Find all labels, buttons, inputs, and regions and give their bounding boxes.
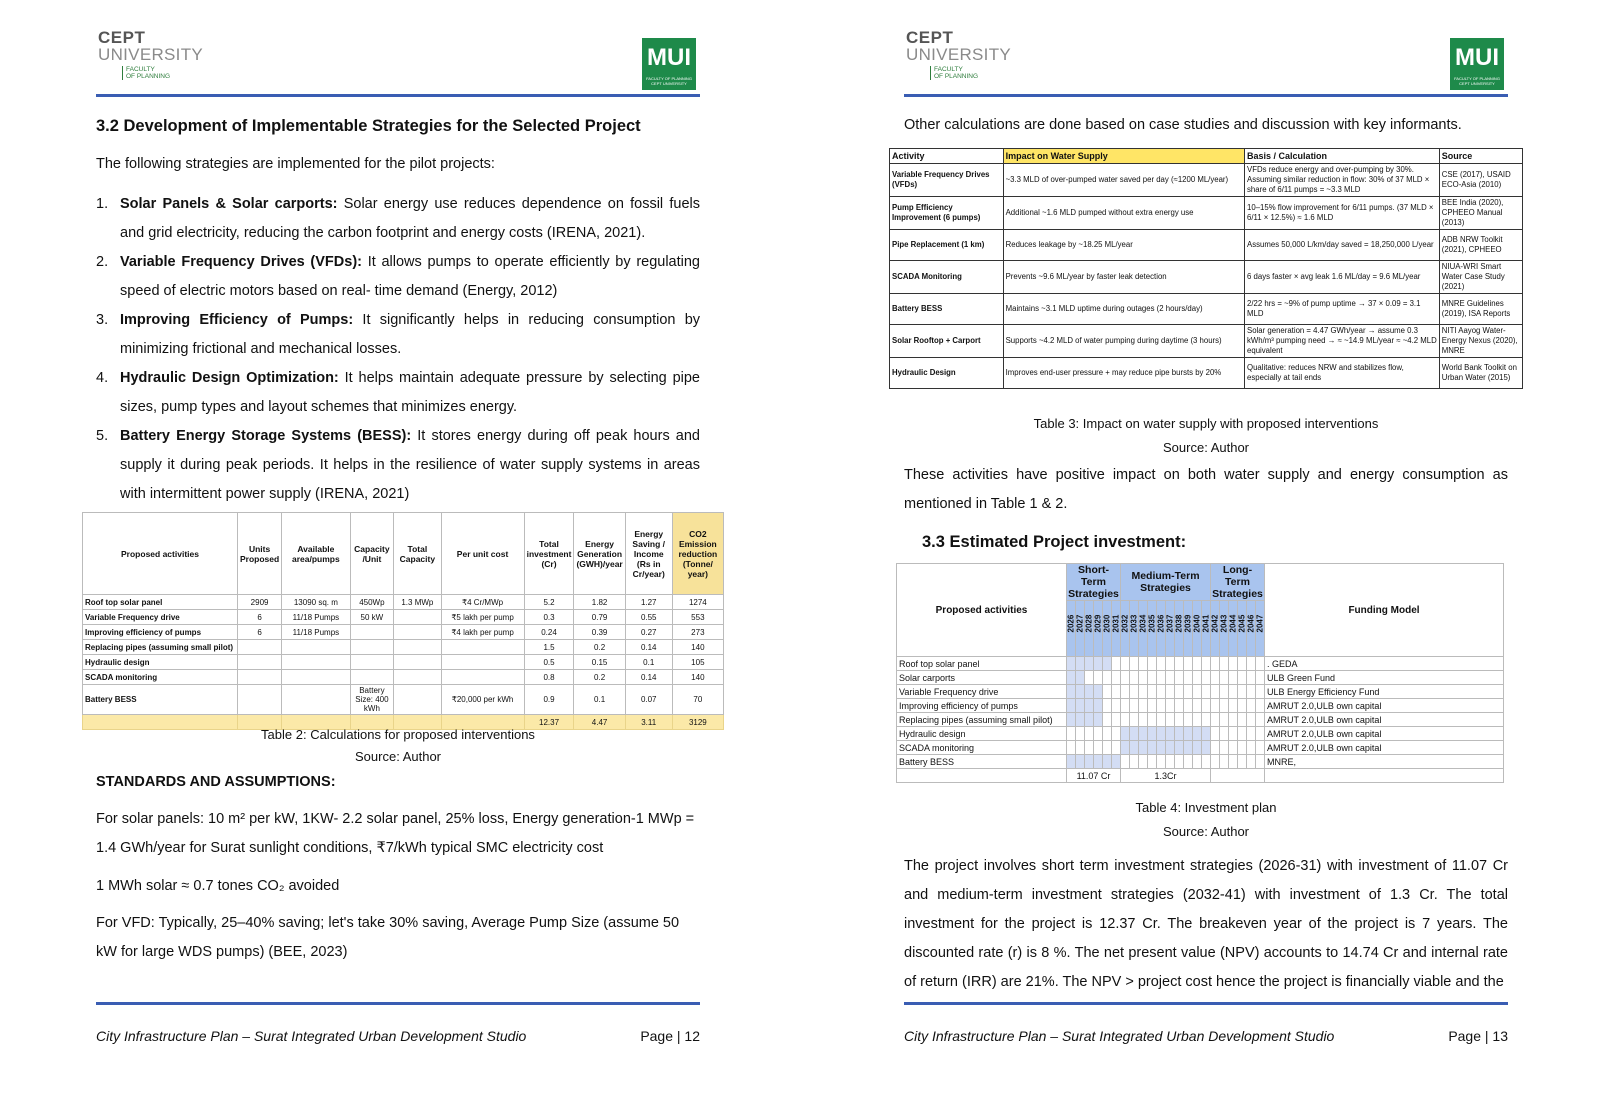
year-header: 2040	[1193, 601, 1202, 657]
table-row: Variable Frequency drive ULB Energy Efficiency Fund	[897, 685, 1504, 699]
table-row: Battery BESS MNRE,	[897, 755, 1504, 769]
table-row: Pipe Replacement (1 km) Reduces leakage by ~18.25 ML/year Assumes 50,000 L/km/day saved = 18,250,000 L/year ADB NRW Toolkit (2021), CPHEEO	[890, 230, 1523, 261]
standard-solar: For solar panels: 10 m² per kW, 1KW- 2.2 solar panel, 25% loss, Energy generation-1 MWp = 1.4 GWh/year for Surat sunlight conditions, ₹7/kWh typical SMC electricity cost	[96, 811, 695, 856]
table-row: Variable Frequency Drives (VFDs) ~3.3 MLD of over-pumped water saved per day (≈1200 ML/year) VFDs reduce energy and over-pumping by 30%. Assuming similar reduction in flow: 30% of 37 MLD × share of 6/11 pumps = ~3.3 MLD CSE (2017), USAID ECO-Asia (2010)	[890, 164, 1523, 197]
year-header: 2039	[1184, 601, 1193, 657]
investment-paragraph: The project involves short term investment strategies (2026-31) with investment of 11.07 Cr and medium-term investment strategies (2032-41) with investment of 1.3 Cr. The total investment for the project is 12.37 Cr. The breakeven year of the project is 7 years. The discounted rate (r) is 8 %. The net present value (NPV) accounts to 14.74 Cr and internal rate of return (IRR) are 21%. The NPV > project cost hence the project is financially viable and the	[904, 858, 1508, 990]
table-investment-plan	[896, 563, 1504, 783]
table-header: Proposed activities	[897, 564, 1067, 657]
year-header: 2042	[1211, 601, 1220, 657]
year-header: 2028	[1085, 601, 1094, 657]
table-row: Pump Efficiency Improvement (6 pumps) Additional ~1.6 MLD pumped without extra energy use 10–15% flow improvement for 6/11 pumps. (37 MLD × 6/11 × 12.5%) ≈ 1.6 MLD BEE India (2020), CPHEEO Manual (2013)	[890, 197, 1523, 230]
table-row: SCADA Monitoring Prevents ~9.6 ML/year by faster leak detection 6 days faster × avg leak 1.6 ML/day = 9.6 ML/year NIUA-WRI Smart Water Case Study (2021)	[890, 261, 1523, 294]
table-row: Solar carports ULB Green Fund	[897, 671, 1504, 685]
table2-caption: Table 2: Calculations for proposed interventions	[261, 727, 535, 742]
intro-text: The following strategies are implemented for the pilot projects:	[96, 156, 495, 172]
standards-heading: STANDARDS AND ASSUMPTIONS:	[96, 774, 336, 790]
year-header: 2038	[1175, 601, 1184, 657]
cept-logo: CEPT UNIVERSITY FACULTY OF PLANNING	[906, 30, 1016, 82]
table-header: Energy Generation (GWH)/year	[574, 513, 625, 595]
table3-caption: Table 3: Impact on water supply with proposed interventions	[1033, 416, 1379, 431]
table-total-row: 11.07 Cr 1.3Cr	[897, 769, 1504, 783]
year-header: 2037	[1166, 601, 1175, 657]
table-row: Roof top solar panel 2909 13090 sq. m 450Wp 1.3 MWp ₹4 Cr/MWp 5.2 1.82 1.27 1274	[83, 595, 724, 610]
table4-caption: Table 4: Investment plan	[1135, 800, 1277, 815]
year-header: 2027	[1076, 601, 1085, 657]
year-header: 2045	[1238, 601, 1247, 657]
mui-logo: MUI FACULTY OF PLANNING CEPT UNIVERSITY	[1450, 38, 1504, 90]
table2-source: Source: Author	[355, 749, 441, 764]
table-group-header: Long-Term Strategies	[1212, 564, 1263, 600]
table-row: Replacing pipes (assuming small pilot) AMRUT 2.0,ULB own capital	[897, 713, 1504, 727]
table-header: Source	[1439, 149, 1522, 164]
list-item: 3. Improving Efficiency of Pumps: It significantly helps in reducing consumption by minimizing frictional and mechanical losses.	[96, 312, 701, 357]
table-row: SCADA monitoring 0.8 0.2 0.14 140	[83, 670, 724, 685]
table-total-row: 12.37 4.47 3.11 3129	[83, 715, 724, 730]
page-number: Page | 13	[1448, 1028, 1508, 1044]
table-row: Hydraulic design AMRUT 2.0,ULB own capital	[897, 727, 1504, 741]
list-item: 5. Battery Energy Storage Systems (BESS): It stores energy during off peak hours and supply it during peak periods. It helps in the resilience of water supply systems in areas with intermittent power supply (IRENA, 2021)	[96, 428, 700, 502]
header-rule	[96, 94, 700, 97]
table-header: Impact on Water Supply	[1003, 149, 1244, 164]
footer-rule	[96, 1002, 700, 1005]
list-item: 4. Hydraulic Design Optimization: It helps maintain adequate pressure by selecting pipe sizes, pump types and layout schemes that minimizes energy.	[96, 370, 700, 415]
page-number: Page | 12	[640, 1028, 700, 1044]
year-header: 2036	[1157, 601, 1166, 657]
year-header: 2030	[1103, 601, 1112, 657]
standard-vfd: For VFD: Typically, 25–40% saving; let's take 30% saving, Average Pump Size (assume 50 kW for large WDS pumps) (BEE, 2023)	[96, 915, 680, 960]
year-header: 2046	[1247, 601, 1256, 657]
table-header: Available area/pumps	[282, 513, 350, 595]
section-heading: 3.3 Estimated Project investment:	[922, 533, 1187, 551]
list-item: 2. Variable Frequency Drives (VFDs): It allows pumps to operate efficiently by regulating speed of electric motors based on real- time demand (Energy, 2012)	[96, 254, 701, 299]
table-header: Total investment (Cr)	[524, 513, 574, 595]
footer: City Infrastructure Plan – Surat Integrated Urban Development Studio Page | 12	[96, 1028, 700, 1044]
year-header: 2043	[1220, 601, 1229, 657]
year-header: 2047	[1256, 601, 1265, 657]
intro-text: Other calculations are done based on case studies and discussion with key informants.	[904, 117, 1462, 133]
table-row: Battery BESS Maintains ~3.1 MLD uptime during outages (2 hours/day) 2/22 hrs = ~9% of pump uptime → 37 × 0.09 = 3.1 MLD MNRE Guidelines (2019), ISA Reports	[890, 294, 1523, 325]
table-header: Basis / Calculation	[1245, 149, 1440, 164]
year-header: 2029	[1094, 601, 1103, 657]
table-row: Variable Frequency drive 6 11/18 Pumps 50 kW ₹5 lakh per pump 0.3 0.79 0.55 553	[83, 610, 724, 625]
year-header: 2041	[1202, 601, 1211, 657]
year-header: 2034	[1139, 601, 1148, 657]
table4-source: Source: Author	[1163, 824, 1249, 839]
table-header: Proposed activities	[83, 513, 238, 595]
header-rule	[904, 94, 1508, 97]
footer: City Infrastructure Plan – Surat Integrated Urban Development Studio Page | 13	[904, 1028, 1508, 1044]
table-row: Roof top solar panel . GEDA	[897, 657, 1504, 671]
table-header: Capacity /Unit	[350, 513, 394, 595]
table-header: Per unit cost	[441, 513, 524, 595]
table-water-impact	[889, 148, 1523, 389]
table-header: Energy Saving / Income (Rs in Cr/year)	[625, 513, 672, 595]
table-row: Solar Rooftop + Carport Supports ~4.2 MLD of water pumping during daytime (3 hours) Solar generation = 4.47 GWh/year → assume 0.3 kWh/m³ pumping need → ≈ ~14.9 ML/year ≈ ~4.2 MLD equivalent NITI Aayog Water-Energy Nexus (2020), MNRE	[890, 325, 1523, 358]
table-row: Hydraulic Design Improves end-user pressure + may reduce pipe bursts by 20% Qualitative: reduces NRW and stabilizes flow, especially at tail ends World Bank Toolkit on Urban Water (2015)	[890, 358, 1523, 389]
table-group-header: Medium-Term Strategies	[1121, 564, 1211, 601]
table-row: Replacing pipes (assuming small pilot) 1.5 0.2 0.14 140	[83, 640, 724, 655]
table-header: Total Capacity	[394, 513, 441, 595]
table-header: CO2 Emission reduction (Tonne/ year)	[672, 513, 723, 595]
table3-source: Source: Author	[1163, 440, 1249, 455]
standard-co2: 1 MWh solar ≈ 0.7 tones CO₂ avoided	[96, 878, 340, 894]
year-header: 2032	[1121, 601, 1130, 657]
year-header: 2026	[1067, 601, 1076, 657]
cept-logo: CEPT UNIVERSITY FACULTY OF PLANNING	[98, 30, 208, 82]
table-calculations	[82, 512, 724, 730]
table-row: SCADA monitoring AMRUT 2.0,ULB own capital	[897, 741, 1504, 755]
year-header: 2044	[1229, 601, 1238, 657]
table-header: Units Proposed	[237, 513, 281, 595]
year-header: 2033	[1130, 601, 1139, 657]
table-row: Improving efficiency of pumps AMRUT 2.0,ULB own capital	[897, 699, 1504, 713]
table-group-header: Short-Term Strategies	[1068, 564, 1119, 600]
table-row: Improving efficiency of pumps 6 11/18 Pumps ₹4 lakh per pump 0.24 0.39 0.27 273	[83, 625, 724, 640]
list-item: 1. Solar Panels & Solar carports: Solar energy use reduces dependence on fossil fuels and grid electricity, reducing the carbon footprint and energy costs (IRENA, 2021).	[96, 196, 701, 241]
mui-logo: MUI FACULTY OF PLANNING CEPT UNIVERSITY	[642, 38, 696, 90]
table-row: Hydraulic design 0.5 0.15 0.1 105	[83, 655, 724, 670]
impact-paragraph: These activities have positive impact on both water supply and energy consumption as mentioned in Table 1 & 2.	[904, 467, 1508, 512]
year-header: 2031	[1112, 601, 1121, 657]
year-header: 2035	[1148, 601, 1157, 657]
footer-rule	[904, 1002, 1508, 1005]
section-heading: 3.2 Development of Implementable Strategies for the Selected Project	[96, 117, 641, 135]
table-header: Funding Model	[1265, 564, 1504, 657]
table-row: Battery BESS Battery Size: 400 kWh ₹20,000 per kWh 0.9 0.1 0.07 70	[83, 685, 724, 715]
table-header: Activity	[890, 149, 1004, 164]
